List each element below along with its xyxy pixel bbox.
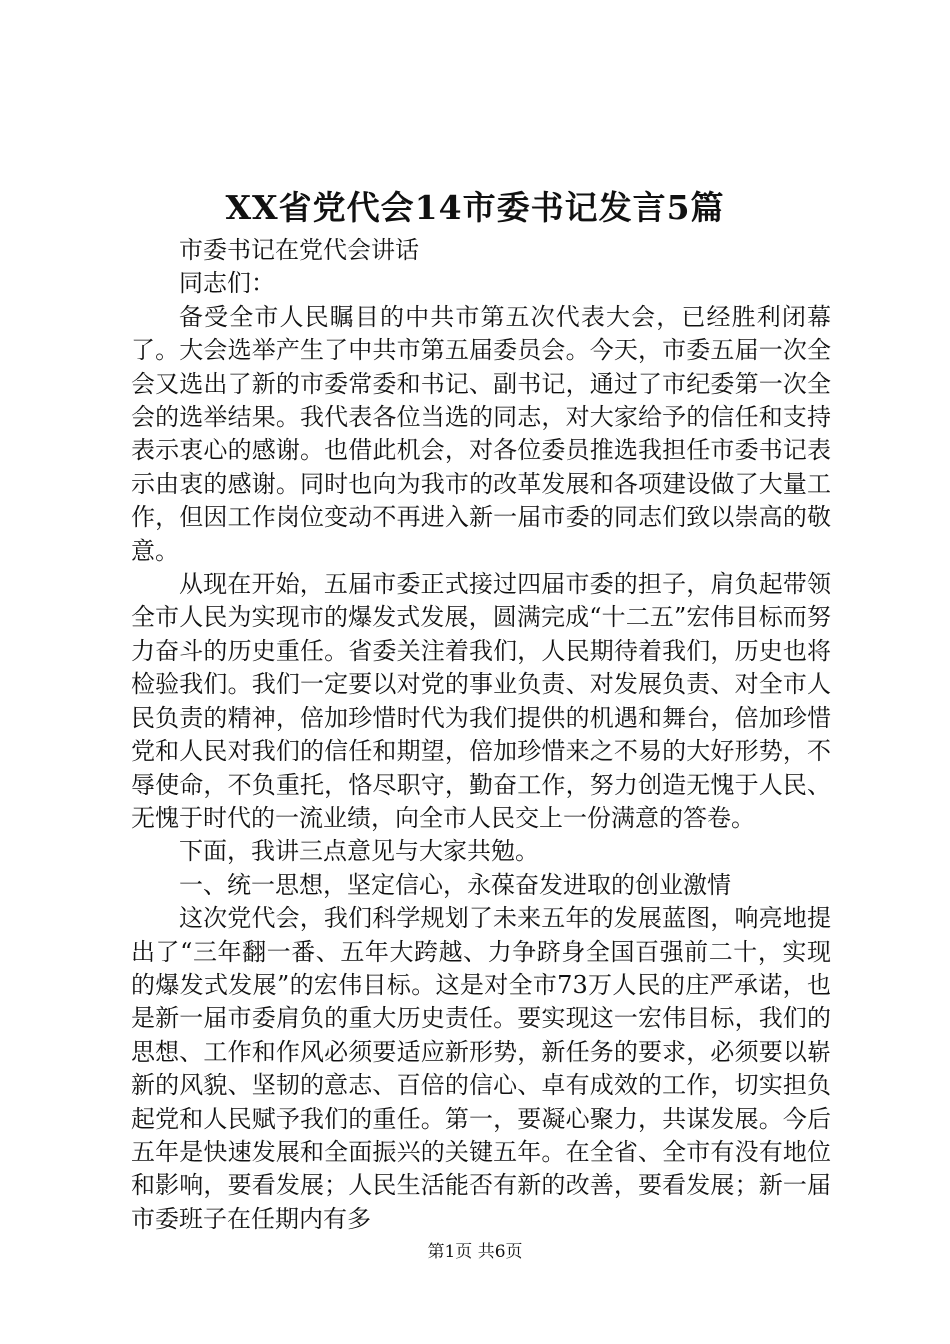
body-paragraph: 备受全市人民瞩目的中共市第五次代表大会，已经胜利闭幕了。大会选举产生了中共市第五届委员会。今天，市委五届一次全会又选出了新的市委常委和书记、副书记，通过了市纪委第一次全会的选举结果。我代表各位当选的同志，对大家给予的信任和支持表示衷心的感谢。也借此机会，对各位委员推选我担任市委书记表示由衷的感谢。同时也向为我市的改革发展和各项建设做了大量工作，但因工作岗位变动不再进入新一届市委的同志们致以崇高的敬意。: [131, 302, 831, 565]
section-heading: 一、统一思想，坚定信心，永葆奋发进取的创业激情: [179, 870, 731, 899]
body-paragraph: 从现在开始，五届市委正式接过四届市委的担子，肩负起带领全市人民为实现市的爆发式发展，圆满完成“十二五”宏伟目标而努力奋斗的历史重任。省委关注着我们，人民期待着我们，历史也将检验我们。我们一定要以对党的事业负责、对发展负责、对全市人民负责的精神，倍加珍惜时代为我们提供的机遇和舞台，倍加珍惜党和人民对我们的信任和期望，倍加珍惜来之不易的大好形势，不辱使命，不负重托，恪尽职守，勤奋工作，努力创造无愧于人民、无愧于时代的一流业绩，向全市人民交上一份满意的答卷。: [131, 570, 831, 832]
page-footer: 第1页 共6页: [427, 1242, 523, 1262]
document-body: [131, 234, 831, 1236]
body-paragraph: 下面，我讲三点意见与大家共勉。: [179, 837, 539, 866]
body-paragraph: 这次党代会，我们科学规划了未来五年的发展蓝图，响亮地提出了“三年翻一番、五年大跨越、力争跻身全国百强前二十，实现的爆发式发展”的宏伟目标。这是对全市73万人民的庄严承诺，也是新一届市委肩负的重大历史责任。要实现这一宏伟目标，我们的思想、工作和作风必须要适应新形势，新任务的要求，必须要以崭新的风貌、坚韧的意志、百倍的信心、卓有成效的工作，切实担负起党和人民赋予我们的重任。第一，要凝心聚力，共谋发展。今后五年是快速发展和全面振兴的关键五年。在全省、全市有没有地位和影响，要看发展；人民生活能否有新的改善，要看发展；新一届市委班子在任期内有多: [131, 904, 831, 1233]
document-title: XX省党代会14市委书记发言5篇: [225, 188, 725, 227]
subtitle-paragraph: 市委书记在党代会讲话: [179, 236, 419, 264]
salutation-paragraph: 同志们：: [179, 269, 275, 298]
